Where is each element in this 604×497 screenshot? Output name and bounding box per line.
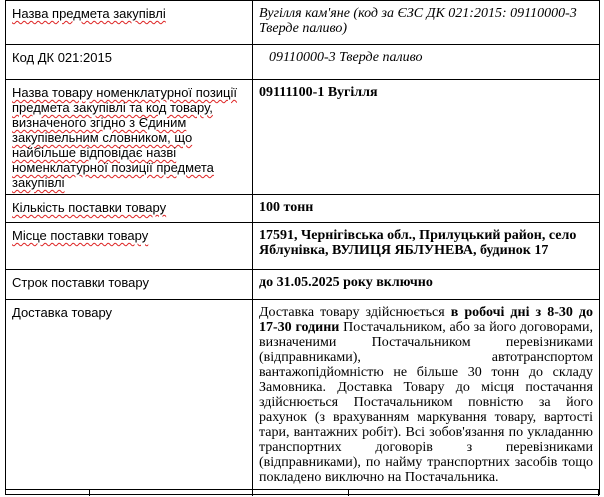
- row-label: Кількість поставки товару: [6, 195, 253, 223]
- delivery-text-rest: Постачальником, або за його договорами, визначеними Постачальником перевізниками (відправниками), автотранспортом вантажопідйомністю не більше 30 тонн до складу Замовника. Доставка Товару до місця постачання здійснюється Постачальником повністю за його рахунок (з врахуванням маркування товару, вартості тари, вантажних робіт). Всі зобов'язання по укладанню транспортних договорів з перевізниками (відправниками), по найму транспортних засобів тощо покладено виключно на Постачальника.: [259, 320, 593, 485]
- row-value: Вугілля кам'яне (код за ЄЗС ДК 021:2015: 09110000-3 Тверде паливо): [253, 1, 600, 45]
- row-value: до 31.05.2025 року включно: [253, 270, 600, 300]
- table-row: [6, 300, 600, 495]
- table-row: [6, 45, 600, 80]
- column-divider: [89, 489, 90, 496]
- column-divider: [598, 489, 599, 496]
- procurement-spec-table: [5, 0, 600, 495]
- delivery-hours: в робочі дні з 8-30 до 17-30 години: [259, 305, 594, 335]
- row-label: Код ДК 021:2015: [6, 45, 253, 80]
- row-label: Назва предмета закупівлі: [6, 1, 253, 45]
- row-value: 09110000-3 Тверде паливо: [253, 45, 600, 80]
- column-divider: [252, 489, 253, 496]
- row-label: Строк поставки товару: [6, 270, 253, 300]
- row-label: Доставка товару: [6, 300, 253, 495]
- row-value: [253, 300, 600, 495]
- table-row: [6, 1, 600, 45]
- delivery-text-start: Доставка товару здійснюється: [259, 305, 451, 320]
- row-value: 17591, Чернігівська обл., Прилуцький район, село Яблунівка, ВУЛИЦЯ ЯБЛУНЕВА, будинок 17: [253, 223, 600, 270]
- row-value: 100 тонн: [253, 195, 600, 223]
- table-row: [6, 80, 600, 195]
- table-row: [6, 223, 600, 270]
- row-value: 09111100-1 Вугілля: [253, 80, 600, 195]
- table-row: [6, 270, 600, 300]
- row-label: Назва товару номенклатурної позиції предмета закупівлі та код товару, визначеного згідно з Єдиним закупівельним словником, що найбільше відповідає назві номенклатурної позиції предмета закупівлі: [6, 80, 253, 195]
- column-divider: [348, 489, 349, 496]
- table-row: [6, 195, 600, 223]
- row-label: Місце поставки товару: [6, 223, 253, 270]
